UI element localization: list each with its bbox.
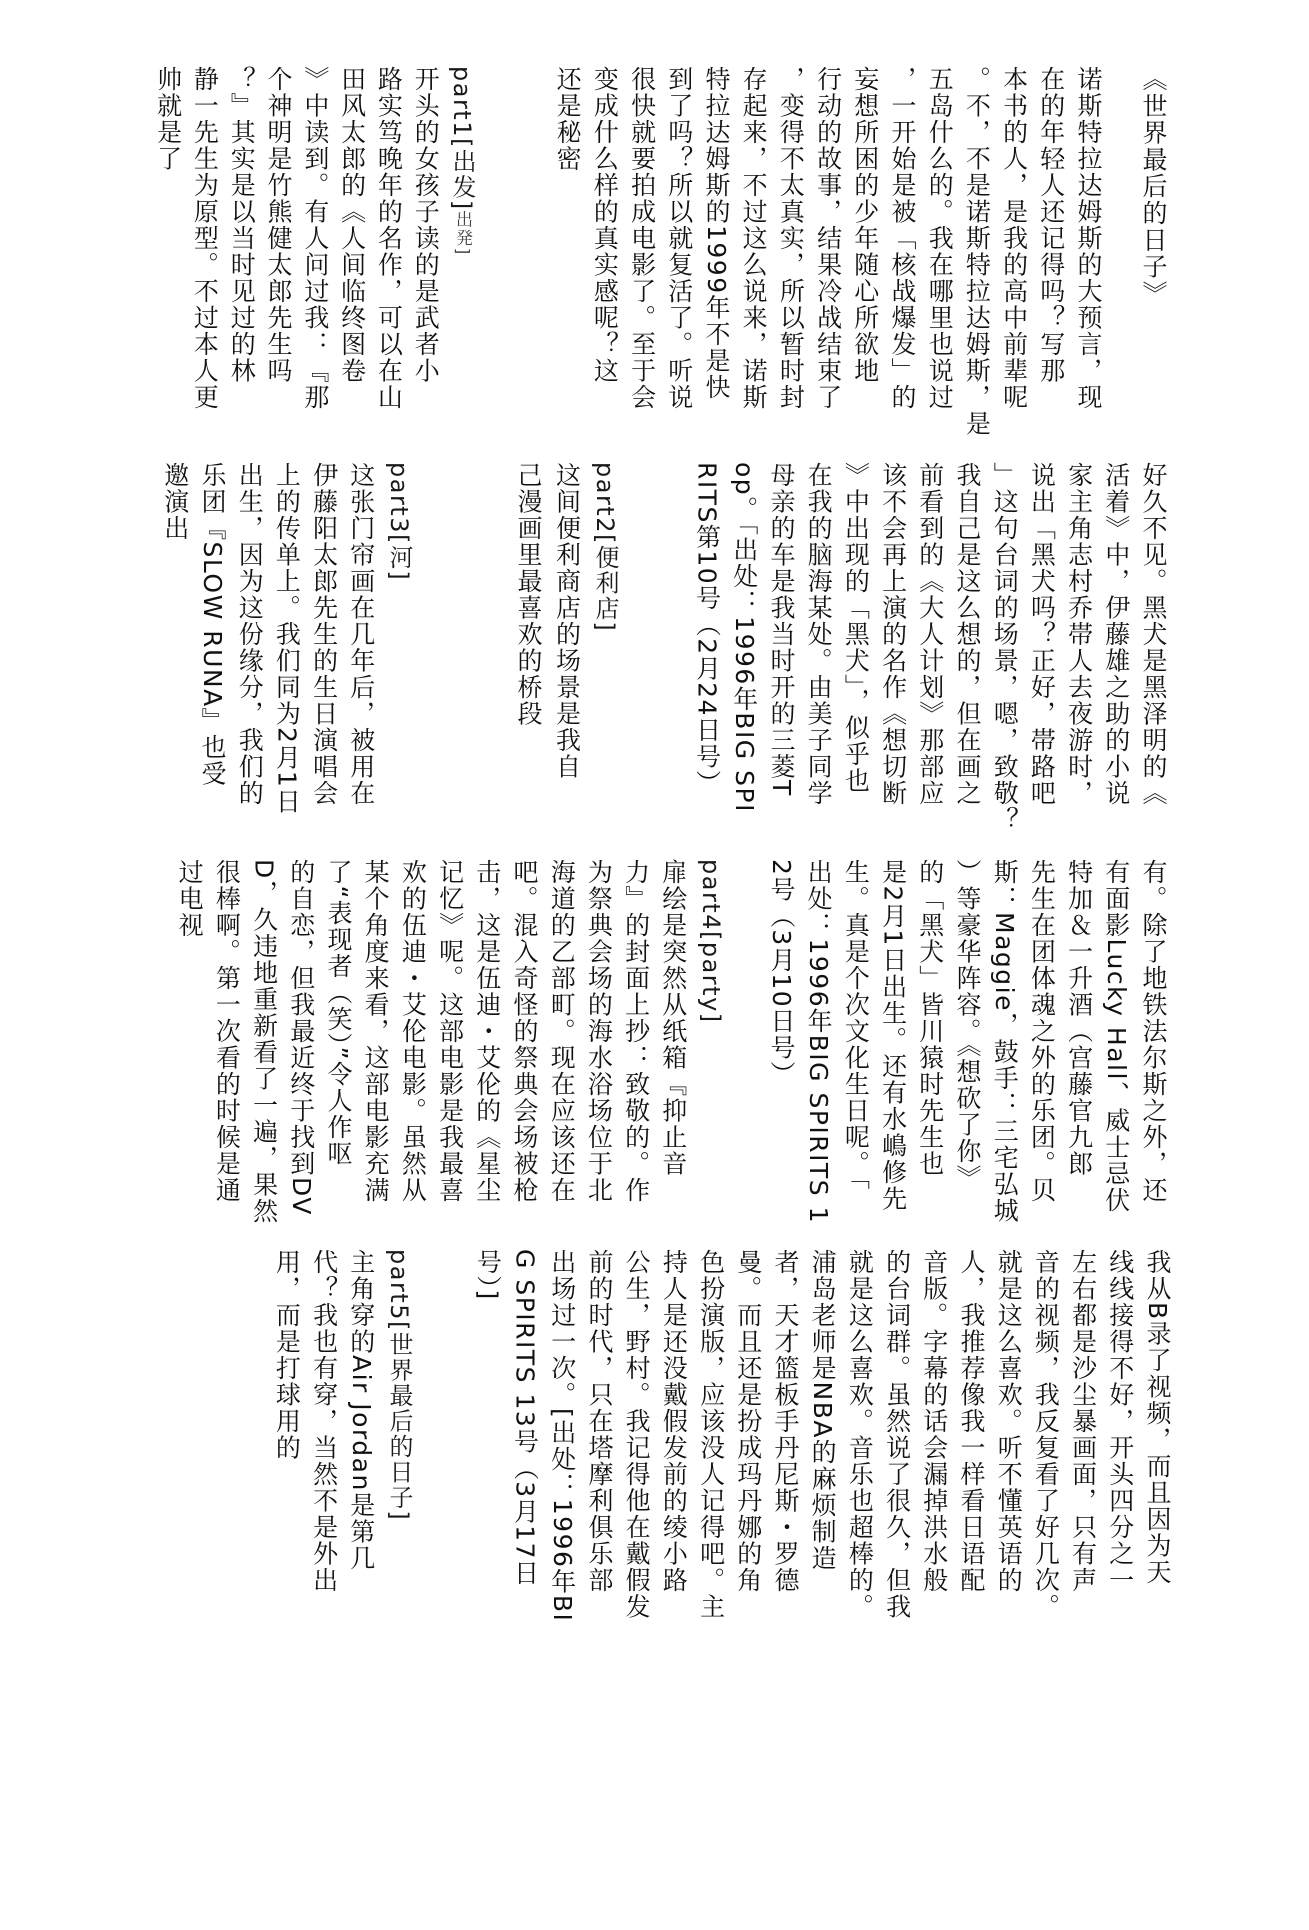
text-line: 家主角志村乔帯人去夜游时，: [1064, 462, 1094, 807]
text-line: 》中读到。有人问过我：『那: [300, 66, 330, 411]
text-line: 我从B录了视频，而且因为天: [1143, 1249, 1172, 1586]
video-note-section: [469, 1249, 1176, 1622]
text-line: ，变得不太真实，所以暂时封: [776, 66, 806, 411]
text-line: 这张门帘画在几年后，被用在: [346, 462, 376, 807]
text-line: 路实笃晚年的名作，可以在山: [374, 66, 404, 411]
text-line: 音版。字幕的话会漏掉洪水般: [919, 1249, 949, 1594]
text-line: 者，天才篮板手丹尼斯・罗德: [770, 1249, 800, 1594]
text-line: 本书的人，是我的高中前辈呢: [999, 66, 1029, 411]
text-line: 还是秘密: [553, 66, 583, 172]
text-line: 代？我也有穿，当然不是外出: [309, 1249, 339, 1594]
text-line: 说出「黑犬吗？正好，帯路吧: [1027, 462, 1057, 807]
text-line: 吧。混入奇怪的祭典会场被枪: [509, 859, 539, 1204]
text-line: 存起来，不过这么说来，诺斯: [739, 66, 769, 411]
text-line: 2号（3月10日号）: [766, 859, 796, 1088]
text-line: 人，我推荐像我一样看日语配: [956, 1249, 986, 1594]
part4-section: [171, 859, 729, 1224]
text-line: 海道的乙部町。现在应该还在: [547, 859, 577, 1204]
text-line: 的自恋，但我最近终于找到DV: [286, 859, 316, 1216]
text-line: 线线接得不好，开头四分之一: [1105, 1249, 1135, 1594]
text-line: 曼。而且还是扮成玛丹娜的角: [733, 1249, 763, 1594]
text-line: 很快就要拍成电影了。至于会: [627, 66, 657, 411]
text-line: 记忆》呢。这部电影是我最喜: [435, 859, 465, 1204]
text-line: 活着》中，伊藤雄之助的小说: [1101, 462, 1131, 807]
text-line: 主角穿的Air Jordan是第几: [346, 1249, 376, 1572]
title-text: 《世界最后的日子》: [1139, 66, 1168, 308]
text-line: 妄想所困的少年随心所欲地: [850, 66, 880, 384]
text-line: 有面影Lucky Hall、威士忌伏: [1101, 859, 1131, 1214]
text-line: 为祭典会场的海水浴场位于北: [584, 859, 614, 1204]
birthday-note-section: [763, 859, 1172, 1224]
intro-section: [549, 66, 1107, 437]
text-line: 变成什么样的真实感呢？这: [590, 66, 620, 384]
text-line: 就是这么喜欢。听不懂英语的: [994, 1249, 1024, 1594]
text-line: 就是这么喜欢。音乐也超棒的。: [845, 1249, 875, 1620]
text-line: 行动的故事，结果冷战结束了: [813, 66, 843, 411]
text-line: 色扮演版，应该没人记得吧。主: [696, 1249, 726, 1620]
text-line: 上的传单上。我们同为2月1日: [272, 462, 302, 815]
part5-section: [268, 1249, 417, 1594]
page-title: [1135, 66, 1172, 307]
text-line: 的台词群。虽然说了很久，但我: [882, 1249, 912, 1620]
text-line: 号）]: [473, 1249, 503, 1301]
text-line: 击，这是伍迪・艾伦的《星尘: [472, 859, 502, 1204]
text-line: 田风太郎的《人间临终图卷: [337, 66, 367, 384]
text-line: ，一开始是被「核战爆发」的: [887, 66, 917, 411]
text-line: 扉绘是突然从纸箱『抑止音: [658, 859, 688, 1177]
text-line: ）等豪华阵容。《想砍了你》: [952, 859, 982, 1191]
text-line: 出处：1996年BIG SPIRITS 1: [804, 859, 834, 1225]
part3-heading: part3[河]: [385, 462, 413, 582]
text-line: 出生，因为这份缘分，我们的: [235, 462, 265, 807]
text-line: 过电视: [175, 859, 205, 939]
text-line: 特加＆一升酒（宫藤官九郎: [1064, 859, 1094, 1177]
part2-heading: part2[便利店]: [591, 462, 619, 633]
text-line: 的「黑犬」皆川猿时先生也: [915, 859, 945, 1177]
text-line: 欢的伍迪・艾伦电影。虽然从: [398, 859, 428, 1204]
text-line: 音的视频，我反复看了好几次。: [1031, 1249, 1061, 1620]
text-line: G SPIRITS 13号（3月17日: [510, 1249, 540, 1587]
part4-heading: part4[party]: [697, 859, 725, 1024]
text-line: 到了吗？所以就复活了。听说: [664, 66, 694, 411]
text-line: 我自己是这么想的，但在画之: [952, 462, 982, 807]
part3-section: [157, 462, 417, 815]
text-line: 左右都是沙尘暴画面，只有声: [1068, 1249, 1098, 1594]
text-line: 力』的封面上抄：致敬的。作: [621, 859, 651, 1204]
part1-heading: [443, 66, 480, 411]
text-line: 前的时代，只在塔摩利俱乐部: [584, 1249, 614, 1594]
text-line: 」这句台词的场景，嗯，致敬？: [990, 462, 1020, 833]
text-line: D，久违地重新看了一遍，果然: [249, 859, 279, 1225]
text-line: 个神明是竹熊健太郎先生吗: [264, 66, 294, 384]
text-line: 母亲的车是我当时开的三菱T: [766, 462, 796, 797]
text-line: 乐团『SLOW RUNA』也受: [197, 462, 227, 788]
part2-section: [509, 462, 625, 780]
text-line: 在的年轻人还记得吗？写那: [1036, 66, 1066, 384]
text-line: 很棒啊。第一次看的时候是通: [212, 859, 242, 1204]
part1-heading-text: part1[出发]: [448, 66, 476, 211]
text-line: 伊藤阳太郎先生的生日演唱会: [309, 462, 339, 807]
text-line: 开头的女孩子读的是武者小: [411, 66, 441, 384]
black-dog-note-section: [688, 462, 1172, 833]
part1-section: [149, 66, 480, 411]
text-line: 好久不见。黑犬是黑泽明的《: [1139, 462, 1168, 807]
text-line: 在我的脑海某处。由美子同学: [804, 462, 834, 807]
text-line: 先生在团体魂之外的乐团。贝: [1027, 859, 1057, 1204]
text-line: 是2月1日出生。还有水嶋修先: [878, 859, 908, 1212]
text-line: 某个角度来看，这部电影充满: [361, 859, 391, 1204]
text-line: 持人是还没戴假发前的绫小路: [659, 1249, 689, 1594]
text-line: 生。真是个次文化生日呢。「: [841, 859, 871, 1191]
text-line: 己漫画里最喜欢的桥段: [514, 462, 543, 727]
text-line: 该不会再上演的名作《想切断: [878, 462, 908, 807]
text-line: 帅就是了: [153, 66, 183, 172]
text-line: op。「出处：1996年BIG SPI: [729, 462, 759, 813]
text-line: 用，而是打球用的: [272, 1249, 302, 1461]
text-line: 有。除了地铁法尔斯之外，还: [1139, 859, 1168, 1204]
text-line: ？』其实是以当时见过的林: [227, 66, 257, 384]
text-line: 诺斯特拉达姆斯的大预言，现: [1074, 66, 1103, 411]
text-line: RITS第10号（2月24日号）: [692, 462, 722, 797]
text-line: 斯：Maggie，鼓手：三宅弘城: [990, 859, 1020, 1224]
text-line: 这间便利商店的场景是我自: [552, 462, 582, 780]
text-line: 了“表现者（笑）”令人作呕: [323, 859, 353, 1167]
text-line: 邀演出: [160, 462, 190, 542]
text-line: 静一先生为原型。不过本人更: [190, 66, 220, 411]
part5-heading: part5[世界最后的日子]: [385, 1249, 413, 1522]
text-line: 公生，野村。我记得他在戴假发: [622, 1249, 652, 1620]
part1-heading-note: 出発]: [452, 210, 472, 256]
text-line: 》中出现的「黑犬」，似乎也: [841, 462, 871, 794]
text-line: 五岛什么的。我在哪里也说过: [925, 66, 955, 411]
text-line: 。不，不是诺斯特拉达姆斯，是: [962, 66, 992, 437]
text-line: 特拉达姆斯的1999年不是快: [701, 66, 731, 401]
text-line: 前看到的《大人计划》那部应: [915, 462, 945, 807]
text-line: 浦岛老师是NBA的麻烦制造: [808, 1249, 838, 1572]
text-line: 出场过一次。[出处：1996年BI: [547, 1249, 577, 1623]
